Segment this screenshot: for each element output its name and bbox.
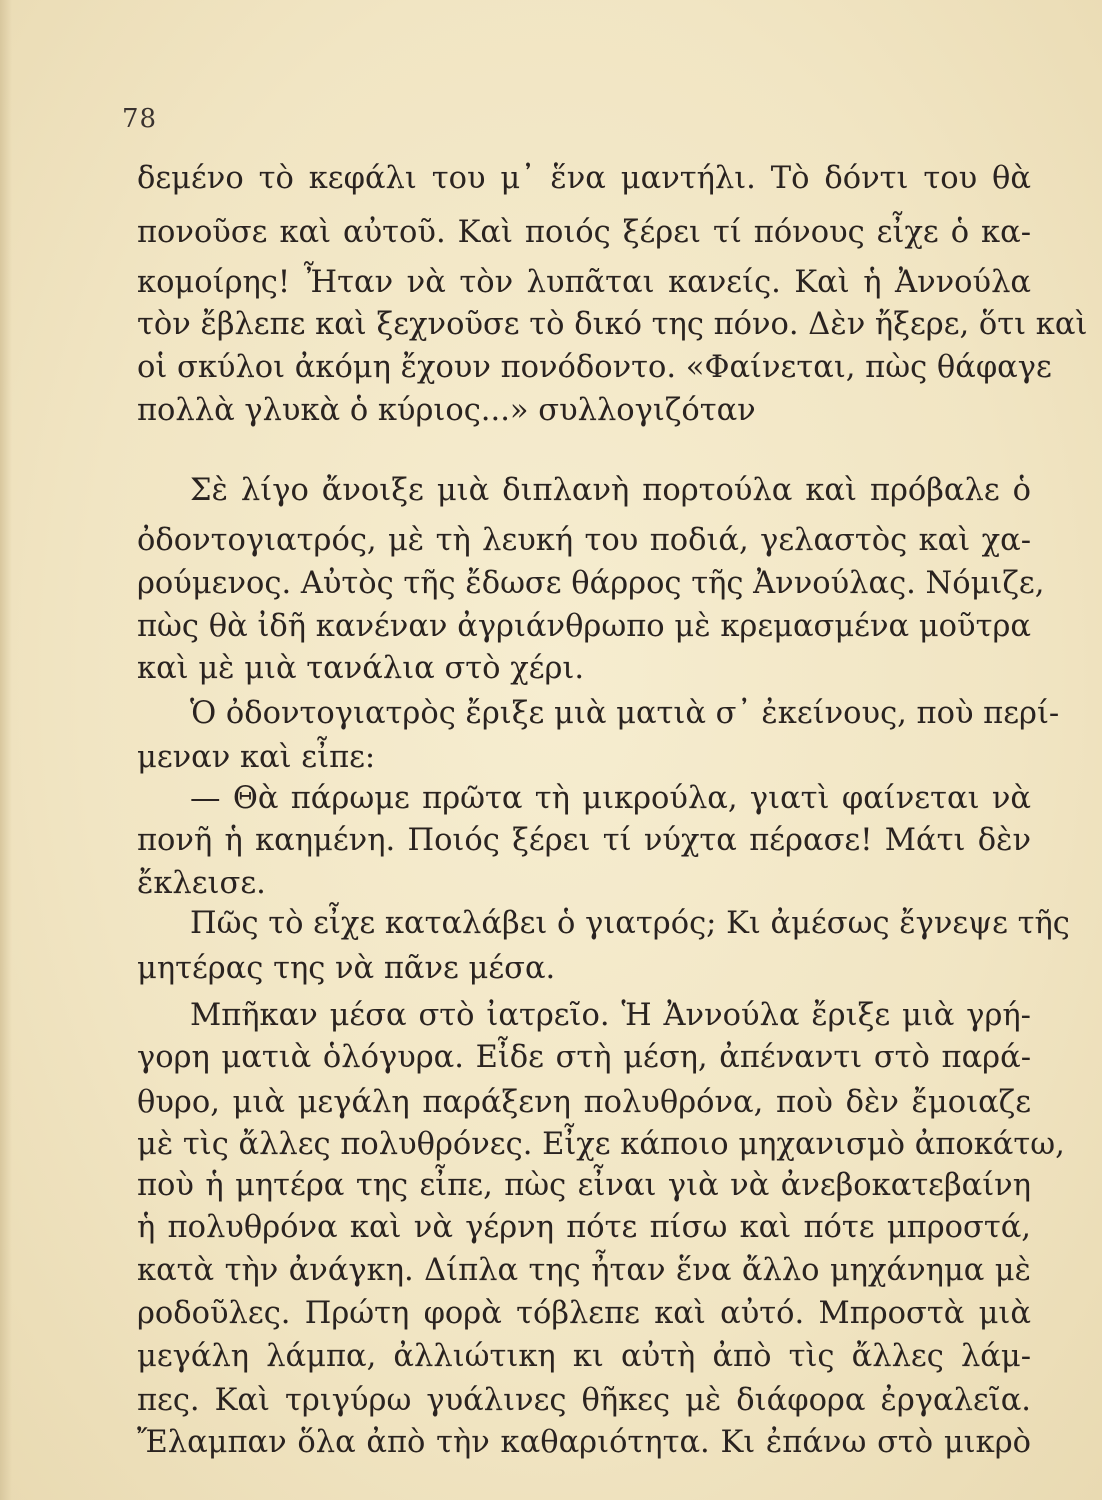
text-line: οἱ σκύλοι ἀκόμη ἔχουν πονόδοντο. «Φαίνεται, πὼς θάφαγε	[137, 350, 1052, 385]
text-line: Σὲ λίγο ἄνοιξε μιὰ διπλανὴ πορτούλα καὶ πρόβαλε ὁ	[190, 473, 1031, 508]
text-line: ρούμενος. Αὐτὸς τῆς ἔδωσε θάρρος τῆς Ἀννούλας. Νόμιζε,	[137, 566, 1045, 601]
text-line: κατὰ τὴν ἀνάγκη. Δίπλα της ἦταν ἕνα ἄλλο μηχάνημα μὲ	[137, 1253, 1031, 1288]
text-line: ροδοῦλες. Πρώτη φορὰ τόβλεπε καὶ αὐτό. Μπροστὰ μιὰ	[137, 1296, 1031, 1331]
text-line: ποὺ ἡ μητέρα της εἶπε, πὼς εἶναι γιὰ νὰ ἀνεβοκατεβαίνη	[137, 1168, 1031, 1203]
text-line: γορη ματιὰ ὁλόγυρα. Εἶδε στὴ μέση, ἀπέναντι στὸ παρά-	[137, 1040, 1031, 1075]
page-number: 78	[122, 104, 158, 134]
text-line: Ὁ ὀδοντογιατρὸς ἔριξε μιὰ ματιὰ σ᾽ ἐκείνους, ποὺ περί-	[190, 696, 1060, 731]
text-line: — Θὰ πάρωμε πρῶτα τὴ μικρούλα, γιατὶ φαίνεται νὰ	[190, 781, 1031, 816]
text-line: μὲ τὶς ἄλλες πολυθρόνες. Εἶχε κάποιο μηχανισμὸ ἀποκάτω,	[137, 1127, 1065, 1162]
text-line: πονῆ ἡ καημένη. Ποιός ξέρει τί νύχτα πέρασε! Μάτι δὲν	[137, 823, 1031, 858]
text-line: μητέρας της νὰ πᾶνε μέσα.	[137, 951, 556, 986]
text-line: δεμένο τὸ κεφάλι του μ᾽ ἕνα μαντήλι. Τὸ δόντι του θὰ	[137, 161, 1031, 196]
text-line: μεγάλη λάμπα, ἀλλιώτικη κι αὐτὴ ἀπὸ τὶς ἄλλες λάμ-	[137, 1339, 1031, 1374]
text-line: Μπῆκαν μέσα στὸ ἰατρεῖο. Ἡ Ἀννούλα ἔριξε μιὰ γρή-	[190, 998, 1031, 1033]
text-line: ἡ πολυθρόνα καὶ νὰ γέρνη πότε πίσω καὶ πότε μπροστά,	[137, 1210, 1031, 1245]
text-line: πες. Καὶ τριγύρω γυάλινες θῆκες μὲ διάφορα ἐργαλεῖα.	[137, 1383, 1031, 1418]
text-line: πονοῦσε καὶ αὐτοῦ. Καὶ ποιός ξέρει τί πόνους εἶχε ὁ κα-	[137, 215, 1031, 250]
text-line: καὶ μὲ μιὰ τανάλια στὸ χέρι.	[137, 651, 585, 686]
text-line: τὸν ἔβλεπε καὶ ξεχνοῦσε τὸ δικό της πόνο. Δὲν ἤξερε, ὅτι καὶ	[137, 307, 1088, 342]
text-line: πολλὰ γλυκὰ ὁ κύριος...» συλλογιζόταν	[137, 393, 756, 428]
text-line: Ἔλαμπαν ὅλα ἀπὸ τὴν καθαριότητα. Κι ἐπάνω στὸ μικρὸ	[137, 1425, 1031, 1460]
text-line: θυρο, μιὰ μεγάλη παράξενη πολυθρόνα, ποὺ δὲν ἔμοιαζε	[137, 1085, 1031, 1120]
page-edge-shadow	[0, 0, 12, 1500]
text-line: πὼς θὰ ἰδῆ κανέναν ἀγριάνθρωπο μὲ κρεμασμένα μοῦτρα	[137, 609, 1031, 644]
text-line: Πῶς τὸ εἶχε καταλάβει ὁ γιατρός; Κι ἀμέσως ἔγνεψε τῆς	[190, 906, 1070, 941]
text-line: ὀδοντογιατρός, μὲ τὴ λευκή του ποδιά, γελαστὸς καὶ χα-	[137, 523, 1031, 558]
text-line: μεναν καὶ εἶπε:	[137, 740, 376, 775]
text-line: ἔκλεισε.	[137, 866, 266, 901]
text-line: κομοίρης! Ἦταν νὰ τὸν λυπᾶται κανείς. Καὶ ἡ Ἀννούλα	[137, 265, 1031, 300]
